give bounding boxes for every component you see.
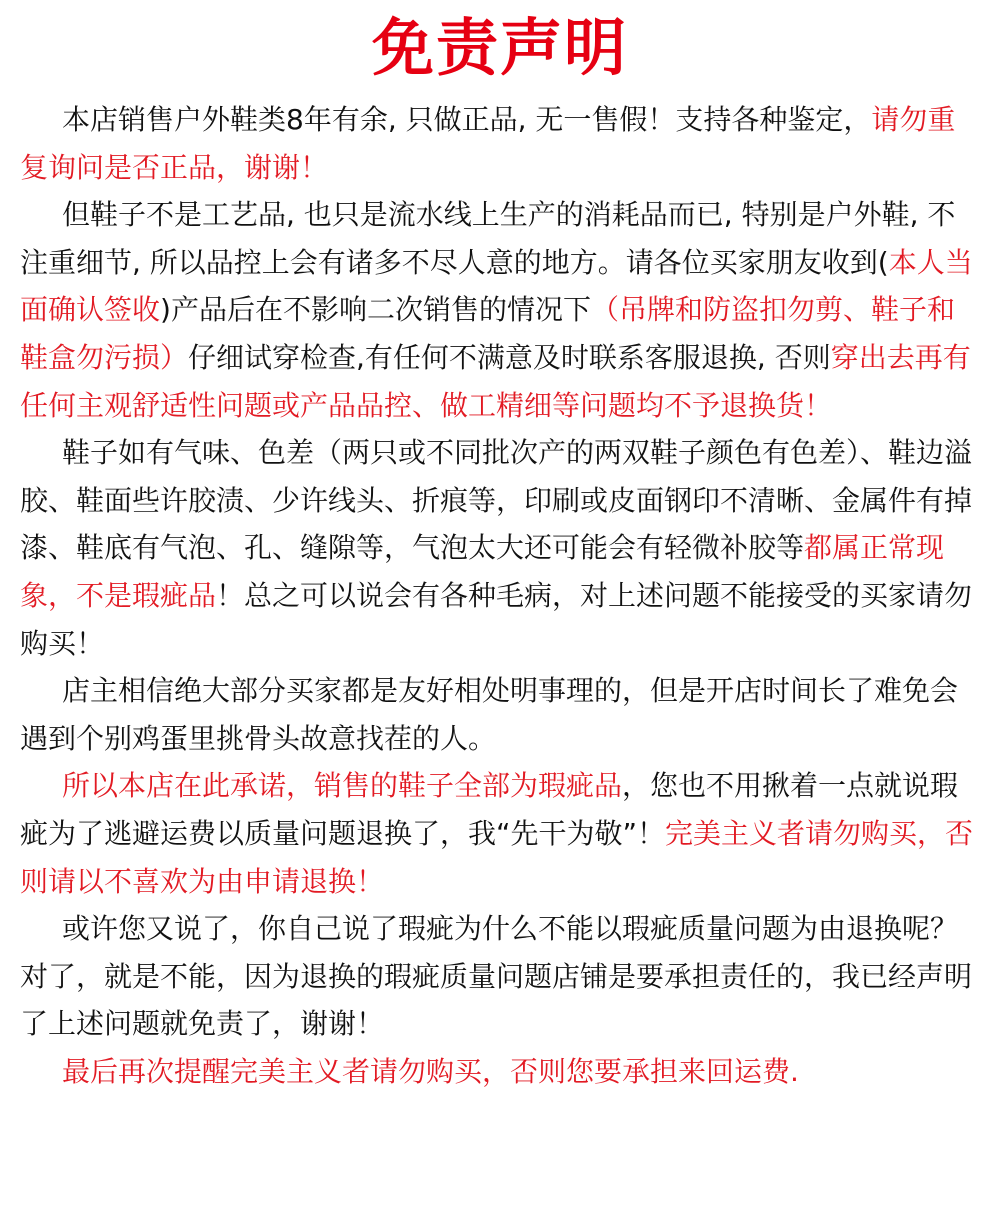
paragraph-2 bbox=[20, 191, 980, 429]
body-text: 仔细试穿检查,有任何不满意及时联系客服退换, 否则 bbox=[188, 340, 831, 374]
highlighted-text: 都属正常现象，不是瑕疵品 bbox=[20, 531, 945, 612]
highlighted-text: 请勿重复询问是否正品，谢谢！ bbox=[20, 103, 956, 184]
paragraph-6 bbox=[20, 905, 980, 1048]
body-text: ！总之可以说会有各种毛病，对上述问题不能接受的买家请勿购买！ bbox=[20, 578, 973, 660]
highlighted-text: 本人当面确认签收 bbox=[20, 245, 973, 327]
body-text: 或许您又说了，你自己说了瑕疵为什么不能以瑕疵质量问题为由退换呢？对了，就是不能，因为退换的瑕疵质量问题店铺是要承担责任的，我已经声明了上述问题就免责了，谢谢！ bbox=[20, 912, 973, 1041]
highlighted-text: 完美主义者请勿购买，否则请以不喜欢为由申请退换！ bbox=[20, 816, 974, 898]
body-text: 店主相信绝大部分买家都是友好相处明事理的，但是开店时间长了难免会遇到个别鸡蛋里挑骨头故意找茬的人。 bbox=[20, 674, 959, 755]
paragraph-3 bbox=[20, 429, 980, 667]
body-text: 但鞋子不是工艺品, 也只是流水线上生产的消耗品而已, 特别是户外鞋, 不注重细节, 所以品控上会有诸多不尽人意的地方。请各位买家朋友收到( bbox=[20, 198, 956, 279]
disclaimer-body bbox=[20, 96, 980, 1095]
paragraph-7 bbox=[20, 1048, 980, 1096]
paragraph-4 bbox=[20, 667, 980, 762]
page-title: 免责声明 bbox=[371, 11, 628, 84]
paragraph-5 bbox=[20, 762, 980, 905]
body-text: 鞋子如有气味、色差（两只或不同批次产的两双鞋子颜色有色差）、鞋边溢胶、鞋面些许胶渍、少许线头、折痕等，印刷或皮面钢印不清晰、金属件有掉漆、鞋底有气泡、孔、缝隙等，气泡太大还可能会有轻微补胶等 bbox=[20, 436, 973, 565]
body-text: ，您也不用揪着一点就说瑕疵为了逃避运费以质量问题退换了，我“先干为敬”！ bbox=[20, 769, 959, 850]
paragraph-1 bbox=[20, 96, 980, 191]
highlighted-text: 穿出去再有任何主观舒适性问题或产品品控、做工精细等问题均不予退换货！ bbox=[20, 340, 971, 422]
highlighted-text: 最后再次提醒完美主义者请勿购买，否则您要承担来回运费. bbox=[62, 1054, 799, 1088]
body-text: )产品后在不影响二次销售的情况下 bbox=[160, 293, 591, 327]
highlighted-text: 所以本店在此承诺，销售的鞋子全部为瑕疵品 bbox=[62, 769, 623, 803]
body-text: 本店销售户外鞋类8年有余, 只做正品, 无一售假！支持各种鉴定， bbox=[62, 103, 872, 136]
highlighted-text: （吊牌和防盗扣勿剪、鞋子和鞋盒勿污损） bbox=[20, 293, 955, 374]
